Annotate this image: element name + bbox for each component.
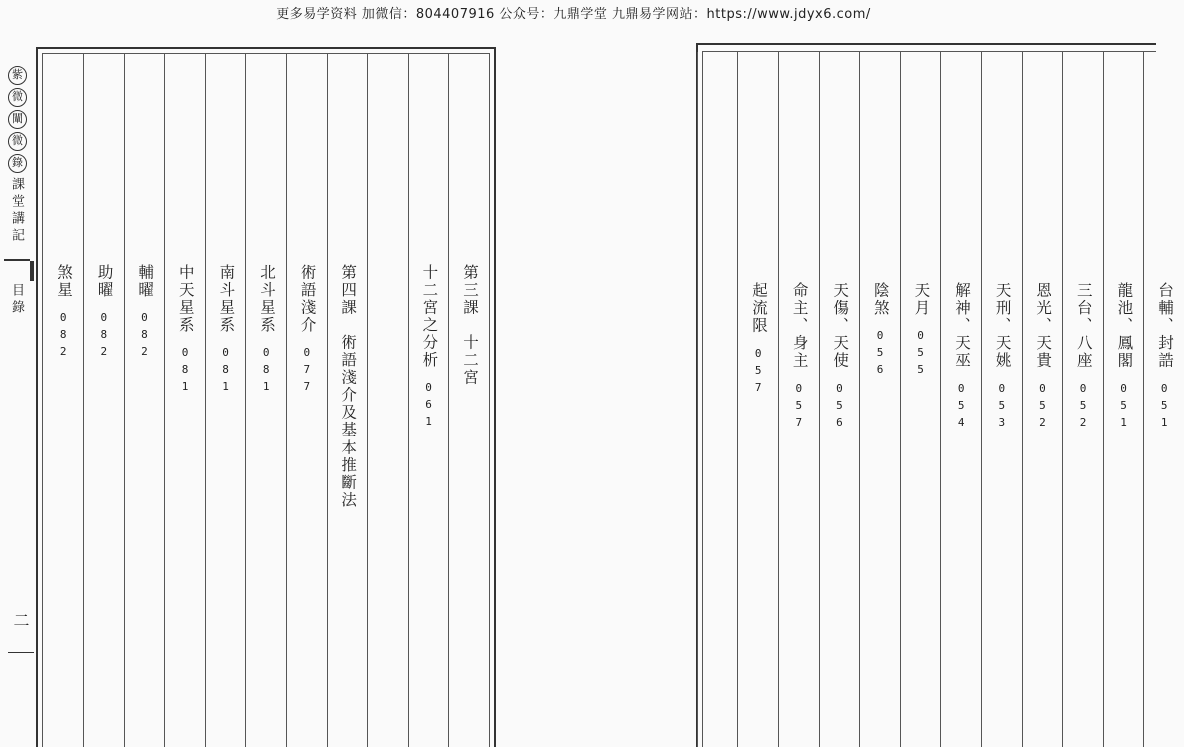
spine-circled-char: 微 <box>8 132 27 151</box>
toc-entry-title[interactable]: 天月 <box>912 282 931 317</box>
toc-entry-page: 052 <box>1035 381 1049 433</box>
spine-circled-char: 錄 <box>8 154 27 173</box>
toc-entry-title[interactable]: 天刑、天姚 <box>993 282 1012 370</box>
toc-column <box>1022 52 1063 747</box>
toc-column <box>286 54 327 747</box>
spine-tab <box>30 261 34 281</box>
toc-entry-page: 081 <box>219 346 233 397</box>
spine-circled-char: 微 <box>8 88 27 107</box>
toc-column <box>737 52 778 747</box>
toc-column <box>940 52 981 747</box>
toc-entry-title[interactable]: 命主、身主 <box>790 282 809 370</box>
spine-circled-char: 闡 <box>8 110 27 129</box>
toc-column <box>981 52 1022 747</box>
toc-entry-page: 055 <box>914 329 928 380</box>
toc-entry-page: 054 <box>954 381 968 433</box>
toc-entry-title[interactable]: 解神、天巫 <box>952 282 971 370</box>
book-spine <box>8 66 32 317</box>
toc-entry-page: 051 <box>1157 381 1171 433</box>
toc-entry-title[interactable]: 三台、八座 <box>1074 282 1093 370</box>
toc-entry-page: 057 <box>792 381 806 433</box>
toc-entry-page: 051 <box>1117 381 1131 433</box>
toc-entry-title[interactable]: 第四課 術語淺介及基本推斷法 <box>339 264 358 509</box>
toc-column <box>859 52 900 747</box>
toc-column <box>819 52 860 747</box>
toc-entry-page: 053 <box>995 381 1009 433</box>
toc-column <box>1062 52 1103 747</box>
toc-column <box>697 52 738 747</box>
spine-divider <box>4 259 30 261</box>
page-number-rule <box>8 652 34 653</box>
toc-column <box>778 52 819 747</box>
toc-column <box>1143 52 1184 747</box>
toc-entry-page: 052 <box>1076 381 1090 433</box>
toc-column <box>900 52 941 747</box>
toc-entry-page: 081 <box>178 346 192 397</box>
right-frame <box>696 43 1174 747</box>
toc-entry-title[interactable]: 煞星 <box>54 264 73 299</box>
toc-entry-page: 057 <box>751 346 765 398</box>
toc-entry-title[interactable]: 恩光、天貴 <box>1034 282 1053 370</box>
toc-entry-title[interactable]: 天傷、天使 <box>831 282 850 370</box>
toc-entry-page: 077 <box>300 346 314 397</box>
toc-entry-title[interactable]: 北斗星系 <box>257 264 276 334</box>
toc-entry-title[interactable]: 南斗星系 <box>217 264 236 334</box>
toc-entry-page: 056 <box>873 329 887 380</box>
book-title-circled <box>8 66 32 173</box>
toc-entry-page: 056 <box>832 381 846 433</box>
toc-column <box>448 54 489 747</box>
toc-entry-title[interactable]: 十二宮之分析 <box>420 264 439 369</box>
right-page <box>560 0 1174 747</box>
toc-column <box>83 54 124 747</box>
toc-entry-title[interactable]: 第三課 十二宮 <box>460 264 479 387</box>
toc-column <box>408 54 449 747</box>
toc-entry-page: 082 <box>137 311 151 362</box>
left-page <box>0 0 560 747</box>
toc-entry-title[interactable]: 輔曜 <box>136 264 155 299</box>
right-column-grid <box>702 51 1174 747</box>
toc-entry-page: 081 <box>259 346 273 397</box>
toc-column <box>164 54 205 747</box>
toc-column <box>42 54 83 747</box>
toc-entry-title[interactable]: 助曜 <box>95 264 114 299</box>
toc-entry-page: 082 <box>56 311 70 362</box>
watermark-banner: 更多易学资料 加微信：804407916 公众号：九鼎学堂 九鼎易学网站：https://www.jdyx6.com/ <box>276 7 871 22</box>
toc-entry-title[interactable]: 台輔、封誥 <box>1155 282 1174 370</box>
spine-circled-char: 紫 <box>8 66 27 85</box>
toc-entry-title[interactable]: 陰煞 <box>871 282 890 317</box>
toc-column <box>327 54 368 747</box>
left-column-grid <box>42 53 490 747</box>
toc-column <box>205 54 246 747</box>
toc-column <box>245 54 286 747</box>
toc-column <box>367 54 408 747</box>
toc-column <box>124 54 165 747</box>
toc-entry-page: 061 <box>422 381 436 432</box>
toc-entry-title[interactable]: 起流限 <box>749 282 768 335</box>
toc-entry-page: 082 <box>97 311 111 362</box>
book-title-plain: 課堂講記 <box>9 177 24 245</box>
left-frame <box>36 47 496 747</box>
toc-entry-title[interactable]: 術語淺介 <box>298 264 317 334</box>
page-number: 二 <box>11 612 30 634</box>
toc-entry-title[interactable]: 龍池、鳳閣 <box>1115 282 1134 370</box>
toc-entry-title[interactable]: 中天星系 <box>176 264 195 334</box>
section-label: 目錄 <box>9 283 24 317</box>
toc-column <box>1103 52 1144 747</box>
